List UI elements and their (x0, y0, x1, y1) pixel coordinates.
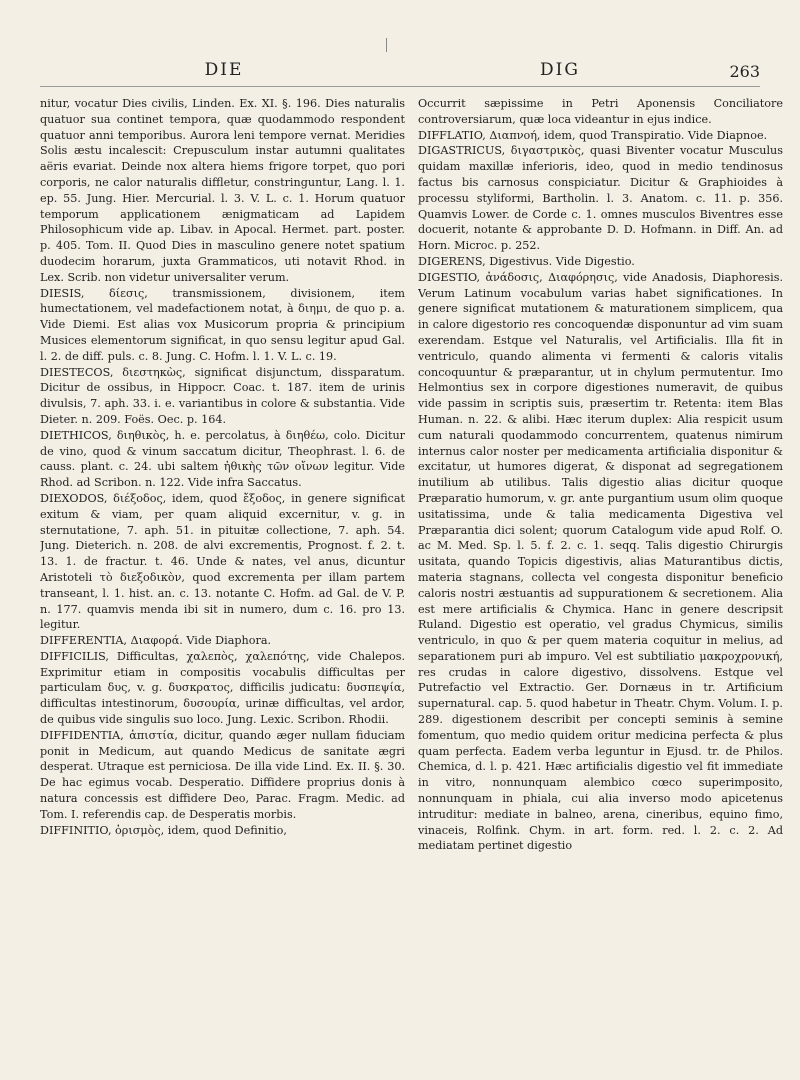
entry-digerens: DIGERENS, Digestivus. Vide Digestio. (418, 254, 635, 268)
ink-mark (386, 38, 393, 52)
entry-digestio: DIGESTIO, ἀνάδοσις, Διαφόρησις, vide Anadosis, Diaphoresis. Verum Latinum vocabulum varias habet significationes. In genere significat mutationem & maturationem simplicem, qua in calore digestorio res concoquendæ disponuntur ad vim suam exerendam. Estque vel Naturalis, vel Artificialis. Illa fit in ventriculo, quando alimenta vi fermenti & caloris vitalis concoquuntur & præparantur, ut in chylum permutentur. Imo Helmontius sex in corpore digestiones numeravit, de quibus vide passim in scriptis suis, præsertim tr. Retenta: item Blas Human. n. 22. & alibi. Hæc iterum duplex: Alia respicit usum cum naturali quodammodo concurrentem, quatenus nimirum internus calor noster per medicamenta artificialia disponitur & excitatur, ut humores digerat, & disponat ad segregationem inutilium ab utilibus. Talis digestio alias dicitur quoque Præparatio humorum, v. gr. ante purgantium usum olim quoque usitatissima, unde & talia medicamenta Digestiva vel Præparantia dici solent; quorum Catalogum vide apud Rolf. O. ac M. Med. Sp. l. 5. f. 2. c. 1. seqq. Talis digestio Chirurgis usitata, quando Topicis digestivis, alias Maturantibus dictis, materia stagnans, collecta vel congesta disponitur beneficio caloris nostri æstuantis ad suppurationem & secretionem. Alia est mere artificialis & Chymica. Hanc in genere descripsit Ruland. Digestio est operatio, vel gradus Chymicus, similis ventriculo, in quo & per quem materia coquitur in melius, ad separationem puri ab impuro. Vel est subtiliatio μακροχρονική, res crudas in calore digestivo, dissolvens. Estque vel Putrefactio vel Extractio. Ger. Dornæus in tr. Artificium supernatural. cap. 5. quod habetur in Theatr. Chym. Volum. I. p. 289. digestionem describit per concepti seminis à semine fomentum, quo medio quidem oritur medicina perfecta & plus quam perfecta. Eadem verba leguntur in Ejusd. tr. de Philos. Chemica, d. l. p. 421. Hæc artificialis digestio vel fit immediate in vitro, nonnunquam alembico cœco superimposito, nonnunquam in phiala, cui alia inverso modo apicetenus intruditur: mediate in balneo, arena, cineribus, equino fimo, vinaceis, Rolfink. Chym. in art. form. red. l. 2. c. 2. Ad mediatam pertinet digestio (418, 270, 783, 853)
entry-diesis: DIESIS, δίεσις, transmissionem, divisionem, item humectationem, vel madefactionem notat, à διημι, de quo p. a. Vide Diemi. Est alias vox Musicorum propria & principium Musices elementorum significat, in quo sensu legitur apud Gal. l. 2. de diff. puls. c. 8. Jung. C. Hofm. l. 1. V. L. c. 19. (40, 286, 405, 363)
entry-diffinitio: DIFFINITIO, ὁρισμὸς, idem, quod Definitio, (40, 823, 287, 837)
header-rule (40, 86, 760, 87)
entry-differentia: DIFFERENTIA, Διαφορά. Vide Diaphora. (40, 634, 272, 648)
page-number: 263 (729, 62, 760, 81)
header-left: DIE (204, 60, 244, 80)
right-column (418, 96, 783, 1046)
entry-difficilis: DIFFICILIS, Difficultas, χαλεπὸς, χαλεπότης, vide Chalepos. Exprimitur etiam in compositis vocabulis difficultas per particulam δυς, v. g. δυσκρατος, difficilis judicatu: δυσπεψία, difficultas intestinorum, δυσουρία, urinæ difficultas, vel ardor, de quibus vide singulis suo loco. Jung. Lexic. Scribon. Rhodii. (40, 649, 405, 727)
entry-digastricus: DIGASTRICUS, διγαστρικὸς, quasi Biventer vocatur Musculus quidam maxillæ inferioris, ideo, quod in medio tendinosus factus bis carnosus conspiciatur. Dicitur & Graphioides à processu styliformi, Bartholin. l. 3. Anatom. c. 11. p. 356. Quamvis Lower. de Corde c. 1. omnes musculos Biventres esse docuerit, notante & approbante D. D. Hofmann. in Diff. An. ad Horn. Microc. p. 252. (418, 144, 783, 253)
entry-diestecos: DIESTECOS, διεστηκὼς, significat disjunctum, dissparatum. Dicitur de ossibus, in Hippocr. Coac. t. 187. item de urinis divulsis, 7. aph. 33. i. e. variantibus in colore & substantia. Vide Dieter. n. 209. Foës. Oec. p. 164. (40, 365, 405, 426)
entry-diffidentia: DIFFIDENTIA, ἀπιστία, dicitur, quando æger nullam fiduciam ponit in Medicum, aut quando Medicus de sanitate ægri desperat. Utraque est perniciosa. De illa vide Lind. Ex. II. §. 30. De hac egimus vocab. Desperatio. Diffidere proprius donis à natura concessis est diffidere Deo, Parac. Fragm. Medic. ad Tom. I. referendis cap. de Desperatis morbis. (40, 728, 405, 821)
entry-diexodos: DIEXODOS, διέξοδος, idem, quod ἔξοδος, in genere significat exitum & viam, per quam aliquid excernitur, v. g. in sternutatione, 7. aph. 51. in pituitæ collectione, 7. aph. 54. Jung. Dieterich. n. 208. de alvi excrementis, Prognost. f. 2. t. 13. 1. de fractur. t. 46. Unde & nates, vel anus, dicuntur Aristoteli τὸ διεξοδικὸν, quod excrementa per illam partem transeant, l. 1. hist. an. c. 13. notante C. Hofm. ad Gal. de V. P. n. 177. quamvis menda ibi sit in numero, dum c. 16. pro 13. legitur. (40, 491, 405, 632)
entry-continued: Occurrit sæpissime in Petri Aponensis Conciliatore controversiarum, quæ loca videantur in ejus indice. (418, 97, 783, 126)
entry-diethicos: DIETHICOS, διηθικὸς, h. e. percolatus, à διηθέω, colo. Dicitur de vino, quod & vinum saccatum dicitur, Theophrast. l. 6. de causs. plant. c. 24. ubi saltem ἠθικὴς τῶν οἴνων legitur. Vide Rhod. ad Scribon. n. 122. Vide infra Saccatus. (40, 428, 405, 490)
entry-difflatio: DIFFLATIO, Διαπνοή, idem, quod Transpiratio. Vide Diapnoe. (418, 128, 768, 142)
entry-dies-continued: nitur, vocatur Dies civilis, Linden. Ex. XI. §. 196. Dies naturalis quatuor sua continet tempora, quæ quodammodo respondent quatuor anni temporibus. Aurora leni tempore vernat. Meridies Solis æstu incalescit: Crepusculum instar autumni qualitates aëris evariat. Deinde nox altera hiems frigore torpet, quo pori corporis, ne calor naturalis diffletur, constringuntur, Lang. l. 1. ep. 55. Jung. Hier. Mercurial. l. 3. V. L. c. 1. Horum quatuor temporum applicationem ænigmaticam ad Lapidem Philosophicum vide ap. Libav. in Apocal. Hermet. part. poster. p. 405. Tom. II. Quod Dies in masculino genere notet spatium duodecim horarum, juxta Grammaticos, uti notavit Rhod. in Lex. Scrib. non videtur universaliter verum. (40, 97, 405, 284)
left-column (40, 96, 405, 1046)
header-right: DIG (540, 60, 580, 80)
